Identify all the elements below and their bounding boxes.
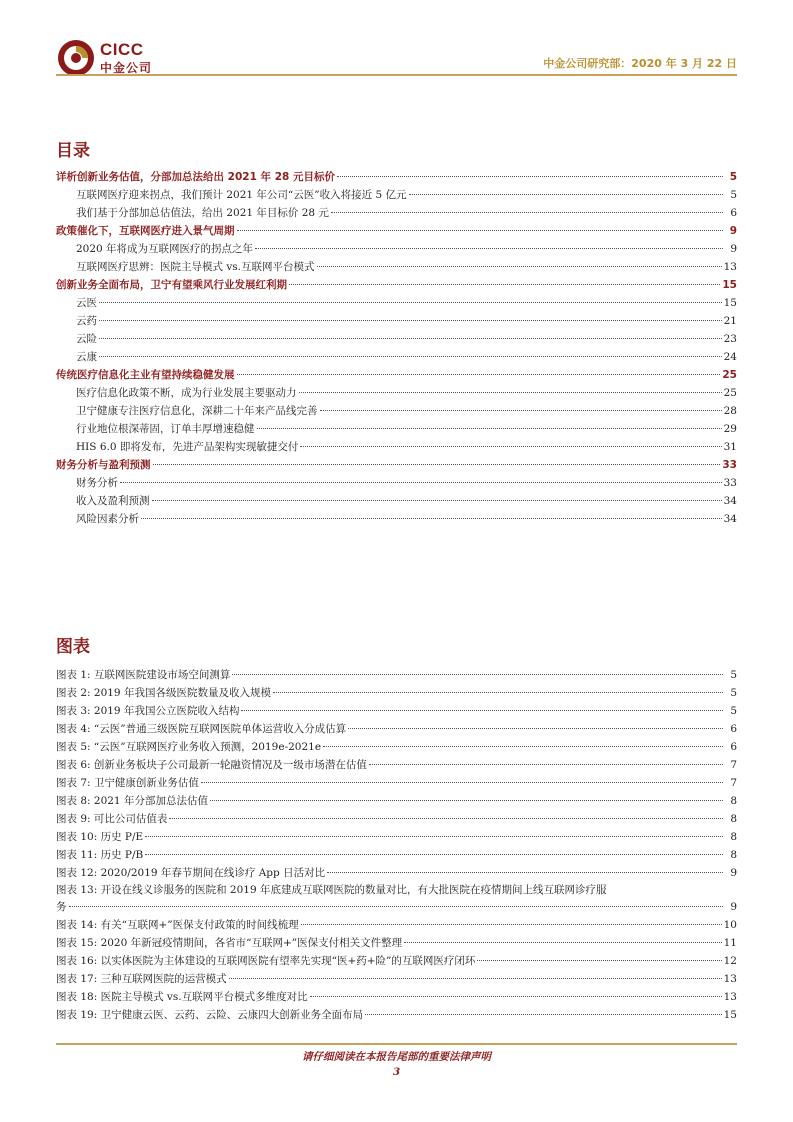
toc-subsection-entry-page: 23 [723, 333, 737, 345]
figure-entry-page: 13 [723, 991, 737, 1003]
toc-subsection-entry-text: 2020 年将成为互联网医疗的拐点之年 [76, 243, 254, 255]
toc-subsection-entry[interactable] [56, 258, 737, 276]
figure-entry-text: 图表 16: 以实体医院为主体建设的互联网医院有望率先实现“医+药+险”的互联网医疗闭环 [56, 955, 476, 967]
figure-entry-text: 图表 9: 可比公司估值表 [56, 813, 168, 825]
dot-leader [99, 338, 722, 339]
figure-entry-page: 12 [723, 955, 737, 967]
logo-text-en: CICC [100, 40, 144, 59]
toc-subsection-entry-text: 医疗信息化政策不断，成为行业发展主要驱动力 [76, 387, 297, 399]
footer-legal-note: 请仔细阅读在本报告尾部的重要法律声明 [302, 1051, 491, 1063]
figure-entry-page: 9 [730, 901, 737, 913]
figure-entry[interactable] [56, 1006, 737, 1024]
figure-entry-page: 11 [723, 937, 737, 949]
toc-subsection-entry[interactable] [56, 330, 737, 348]
figure-entry-text: 图表 7: 卫宁健康创新业务估值 [56, 777, 199, 789]
figure-entry-text: 图表 11: 历史 P/B [56, 849, 144, 861]
figure-entry-page: 5 [730, 705, 737, 717]
figures-title: 图表 [56, 637, 90, 657]
figures-list [56, 666, 737, 1024]
toc-subsection-entry[interactable] [56, 420, 737, 438]
figure-entry[interactable] [56, 702, 737, 720]
toc-subsection-entry-text: 风险因素分析 [76, 513, 139, 525]
dot-leader [409, 194, 724, 195]
figure-entry-text: 图表 2: 2019 年我国各级医院数量及收入规模 [56, 687, 271, 699]
figure-entry[interactable] [56, 846, 737, 864]
toc-subsection-entry-page: 15 [723, 297, 737, 309]
toc-subsection-entry-page: 25 [723, 387, 737, 399]
figure-entry-text: 图表 17: 三种互联网医院的运营模式 [56, 973, 227, 985]
dot-leader [331, 212, 723, 213]
dot-leader [153, 464, 721, 465]
dot-leader [477, 960, 721, 961]
cicc-logo [56, 38, 176, 78]
toc-subsection-entry[interactable] [56, 186, 737, 204]
toc-section-entry[interactable] [56, 456, 737, 474]
toc-subsection-entry-page: 31 [723, 441, 737, 453]
header-divider [56, 74, 737, 76]
toc-subsection-entry-page: 33 [723, 477, 737, 489]
figure-entry-text: 图表 19: 卫宁健康云医、云药、云险、云康四大创新业务全面布局 [56, 1009, 364, 1021]
figure-entry-page: 8 [730, 831, 737, 843]
toc-subsection-entry-page: 34 [723, 513, 737, 525]
figure-entry-text: 图表 14: 有关“互联网+”医保支付政策的时间线梳理 [56, 919, 299, 931]
dot-leader [229, 978, 722, 979]
figure-entry[interactable] [56, 756, 737, 774]
figure-entry[interactable] [56, 864, 737, 882]
dot-leader [299, 392, 722, 393]
toc-section-entry-page: 9 [729, 225, 737, 237]
toc-subsection-entry-page: 21 [723, 315, 737, 327]
dot-leader [210, 800, 723, 801]
dot-leader [201, 782, 723, 783]
toc-subsection-entry-page: 24 [723, 351, 737, 363]
figure-entry-text: 图表 13: 开设在线义诊服务的医院和 2019 年底建成互联网医院的数量对比，有大批医院在疫情期间上线互联网诊疗服 [56, 884, 607, 896]
dot-leader [232, 674, 723, 675]
figure-entry[interactable] [56, 916, 737, 934]
figure-entry-text: 图表 5: “云医”互联网医疗业务收入预测，2019e-2021e [56, 741, 322, 753]
figure-entry-page: 8 [730, 849, 737, 861]
dot-leader [365, 1014, 722, 1015]
header-report-date: 中金公司研究部：2020 年 3 月 22 日 [543, 57, 737, 70]
figure-entry[interactable] [56, 952, 737, 970]
figure-entry-page: 10 [723, 919, 737, 931]
dot-leader [152, 500, 722, 501]
figure-entry[interactable] [56, 720, 737, 738]
figure-entry-text: 图表 3: 2019 年我国公立医院收入结构 [56, 705, 240, 717]
toc-subsection-entry-text: 云药 [76, 315, 97, 327]
toc-subsection-entry-text: 财务分析 [76, 477, 118, 489]
toc-section-entry[interactable] [56, 276, 737, 294]
dot-leader [120, 482, 722, 483]
toc-section-entry-page: 5 [729, 171, 737, 183]
figure-entry-page: 7 [730, 777, 737, 789]
toc-section-entry-page: 25 [722, 369, 737, 381]
dot-leader [145, 854, 723, 855]
figure-entry-page: 5 [730, 687, 737, 699]
dot-leader [99, 320, 722, 321]
figure-entry-page: 7 [730, 759, 737, 771]
figure-entry-page: 8 [730, 813, 737, 825]
toc-subsection-entry-text: 云险 [76, 333, 97, 345]
dot-leader [145, 836, 723, 837]
dot-leader [237, 374, 721, 375]
dot-leader [273, 692, 723, 693]
toc-subsection-entry[interactable] [56, 492, 737, 510]
toc-subsection-entry-page: 9 [730, 243, 737, 255]
figure-entry-page: 8 [730, 795, 737, 807]
dot-leader [69, 906, 724, 907]
figure-entry[interactable] [56, 970, 737, 988]
dot-leader [300, 446, 721, 447]
toc-subsection-entry-text: 收入及盈利预测 [76, 495, 150, 507]
toc-section-entry-page: 33 [722, 459, 737, 471]
dot-leader [310, 996, 722, 997]
toc-subsection-entry-page: 34 [723, 495, 737, 507]
toc-section-entry[interactable] [56, 366, 737, 384]
figure-entry[interactable] [56, 774, 737, 792]
figure-entry-text: 图表 12: 2020/2019 年春节期间在线诊疗 App 日活对比 [56, 867, 326, 879]
dot-leader [141, 518, 722, 519]
figure-entry[interactable] [56, 882, 737, 916]
dot-leader [404, 942, 721, 943]
figure-entry[interactable] [56, 684, 737, 702]
figure-entry-text: 图表 6: 创新业务板块子公司最新一轮融资情况及一级市场潜在估值 [56, 759, 367, 771]
toc-subsection-entry-page: 28 [723, 405, 737, 417]
figure-entry-page: 5 [730, 669, 737, 681]
figure-entry[interactable] [56, 988, 737, 1006]
dot-leader [317, 266, 722, 267]
figure-entry-page: 15 [723, 1009, 737, 1021]
figure-entry-page: 6 [730, 741, 737, 753]
footer-divider [56, 1043, 737, 1045]
figure-entry[interactable] [56, 934, 737, 952]
toc-subsection-entry-text: 云医 [76, 297, 97, 309]
figure-entry[interactable] [56, 828, 737, 846]
figure-entry-page: 6 [730, 723, 737, 735]
figure-entry[interactable] [56, 792, 737, 810]
page-number: 3 [392, 1066, 401, 1078]
toc-subsection-entry[interactable] [56, 474, 737, 492]
cicc-logo-mark-icon [56, 38, 96, 78]
dot-leader [257, 428, 722, 429]
dot-leader [327, 872, 723, 873]
dot-leader [301, 924, 722, 925]
toc-subsection-entry-text: 行业地位根深蒂固，订单丰厚增速稳健 [76, 423, 255, 435]
figure-entry-page: 9 [730, 867, 737, 879]
dot-leader [337, 176, 723, 177]
toc-section-entry-text: 详析创新业务估值，分部加总法给出 2021 年 28 元目标价 [56, 171, 335, 183]
toc-subsection-entry-page: 6 [730, 207, 737, 219]
toc-subsection-entry[interactable] [56, 402, 737, 420]
toc-subsection-entry-text: 卫宁健康专注医疗信息化，深耕二十年来产品线完善 [76, 405, 318, 417]
toc-section-entry[interactable] [56, 222, 737, 240]
dot-leader [323, 746, 723, 747]
toc-subsection-entry-text: 互联网医疗迎来拐点，我们预计 2021 年公司“云医”收入将接近 5 亿元 [76, 189, 407, 201]
dot-leader [369, 764, 723, 765]
figure-entry[interactable] [56, 738, 737, 756]
logo-text-cn: 中金公司 [100, 61, 153, 75]
toc-subsection-entry-page: 13 [723, 261, 737, 273]
toc-subsection-entry-page: 29 [723, 423, 737, 435]
toc-subsection-entry[interactable] [56, 240, 737, 258]
toc-subsection-entry[interactable] [56, 312, 737, 330]
figure-entry-text-continued: 务 [56, 901, 67, 913]
toc-section-entry-text: 传统医疗信息化主业有望持续稳健发展 [56, 369, 235, 381]
figure-entry-text: 图表 15: 2020 年新冠疫情期间，各省市“互联网+”医保支付相关文件整理 [56, 937, 403, 949]
figure-entry-text: 图表 10: 历史 P/E [56, 831, 144, 843]
toc-section-entry-page: 15 [722, 279, 737, 291]
figure-entry-page: 13 [723, 973, 737, 985]
figure-entry-text: 图表 4: “云医”普通三级医院互联网医院单体运营收入分成估算 [56, 723, 347, 735]
toc-subsection-entry-text: 互联网医疗思辨：医院主导模式 vs.互联网平台模式 [76, 261, 315, 273]
toc-subsection-entry[interactable] [56, 510, 737, 528]
dot-leader [99, 356, 722, 357]
toc-subsection-entry-page: 5 [730, 189, 737, 201]
figure-entry[interactable] [56, 666, 737, 684]
toc-section-entry-text: 创新业务全面布局，卫宁有望乘风行业发展红利期 [56, 279, 287, 291]
figure-entry-text: 图表 8: 2021 年分部加总法估值 [56, 795, 208, 807]
toc-subsection-entry[interactable] [56, 204, 737, 222]
figure-entry-text: 图表 1: 互联网医院建设市场空间测算 [56, 669, 231, 681]
toc-list [56, 168, 737, 528]
toc-subsection-entry[interactable] [56, 348, 737, 366]
dot-leader [348, 728, 723, 729]
figure-entry[interactable] [56, 810, 737, 828]
toc-section-entry-text: 政策催化下，互联网医疗进入景气周期 [56, 225, 235, 237]
dot-leader [237, 230, 724, 231]
dot-leader [169, 818, 723, 819]
toc-section-entry-text: 财务分析与盈利预测 [56, 459, 151, 471]
toc-subsection-entry-text: 云康 [76, 351, 97, 363]
dot-leader [99, 302, 722, 303]
toc-section-entry[interactable] [56, 168, 737, 186]
toc-subsection-entry[interactable] [56, 438, 737, 456]
dot-leader [255, 248, 723, 249]
toc-subsection-entry[interactable] [56, 384, 737, 402]
figure-entry-text: 图表 18: 医院主导模式 vs.互联网平台模式多维度对比 [56, 991, 308, 1003]
toc-subsection-entry-text: 我们基于分部加总估值法，给出 2021 年目标价 28 元 [76, 207, 329, 219]
dot-leader [241, 710, 723, 711]
toc-title: 目录 [56, 141, 90, 161]
dot-leader [289, 284, 720, 285]
toc-subsection-entry[interactable] [56, 294, 737, 312]
toc-subsection-entry-text: HIS 6.0 即将发布，先进产品架构实现敏捷交付 [76, 441, 299, 453]
dot-leader [320, 410, 722, 411]
